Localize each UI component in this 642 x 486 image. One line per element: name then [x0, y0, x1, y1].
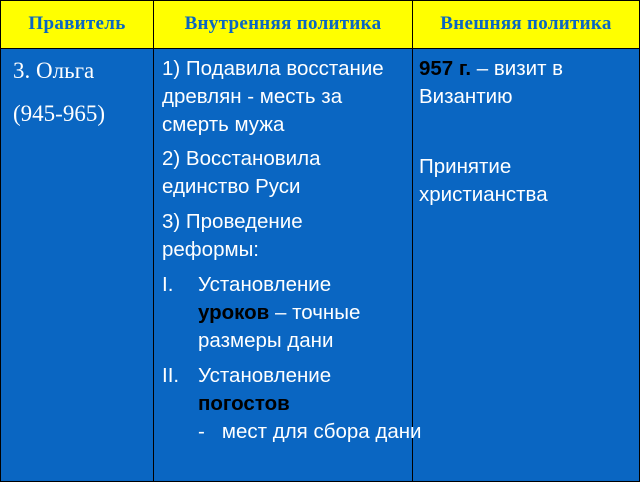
sub-item-pogosty	[198, 362, 422, 446]
domestic-policy-cell	[154, 50, 422, 480]
sub-item-prefix: Установление	[198, 273, 332, 296]
foreign-christianity: Принятие христианства	[419, 155, 548, 206]
visit-text: – визит в Византию	[419, 57, 564, 108]
foreign-visit	[419, 55, 619, 111]
header-domestic-policy: Внутренняя политика	[154, 1, 412, 49]
ruler-years: (945-965)	[13, 101, 105, 126]
domestic-item-3: 3) Проведение реформы:	[162, 210, 303, 261]
sub-item-lessons	[198, 271, 408, 355]
header-ruler: Правитель	[1, 1, 153, 49]
domestic-item-2: 2) Восстановила единство Руси	[162, 147, 321, 198]
sub-item-suffix: – точные размеры дани	[198, 301, 361, 352]
keyword-pogosty: погостов	[198, 392, 290, 415]
foreign-policy-cell	[413, 50, 639, 480]
visit-date: 957 г.	[419, 57, 472, 80]
keyword-uroki: уроков	[198, 301, 270, 324]
domestic-item-1: 1) Подавила восстание древлян - месть за смерть мужа	[162, 57, 384, 136]
sub-item-marker: II.	[162, 364, 180, 387]
ruler-name: 3. Ольга	[13, 58, 95, 83]
header-foreign-policy: Внешняя политика	[413, 1, 639, 49]
sub-item-suffix: - мест для сбора дани	[198, 420, 422, 443]
ruler-cell	[1, 50, 153, 480]
sub-item-prefix: Установление	[198, 364, 332, 387]
sub-item-marker: I.	[162, 273, 174, 296]
